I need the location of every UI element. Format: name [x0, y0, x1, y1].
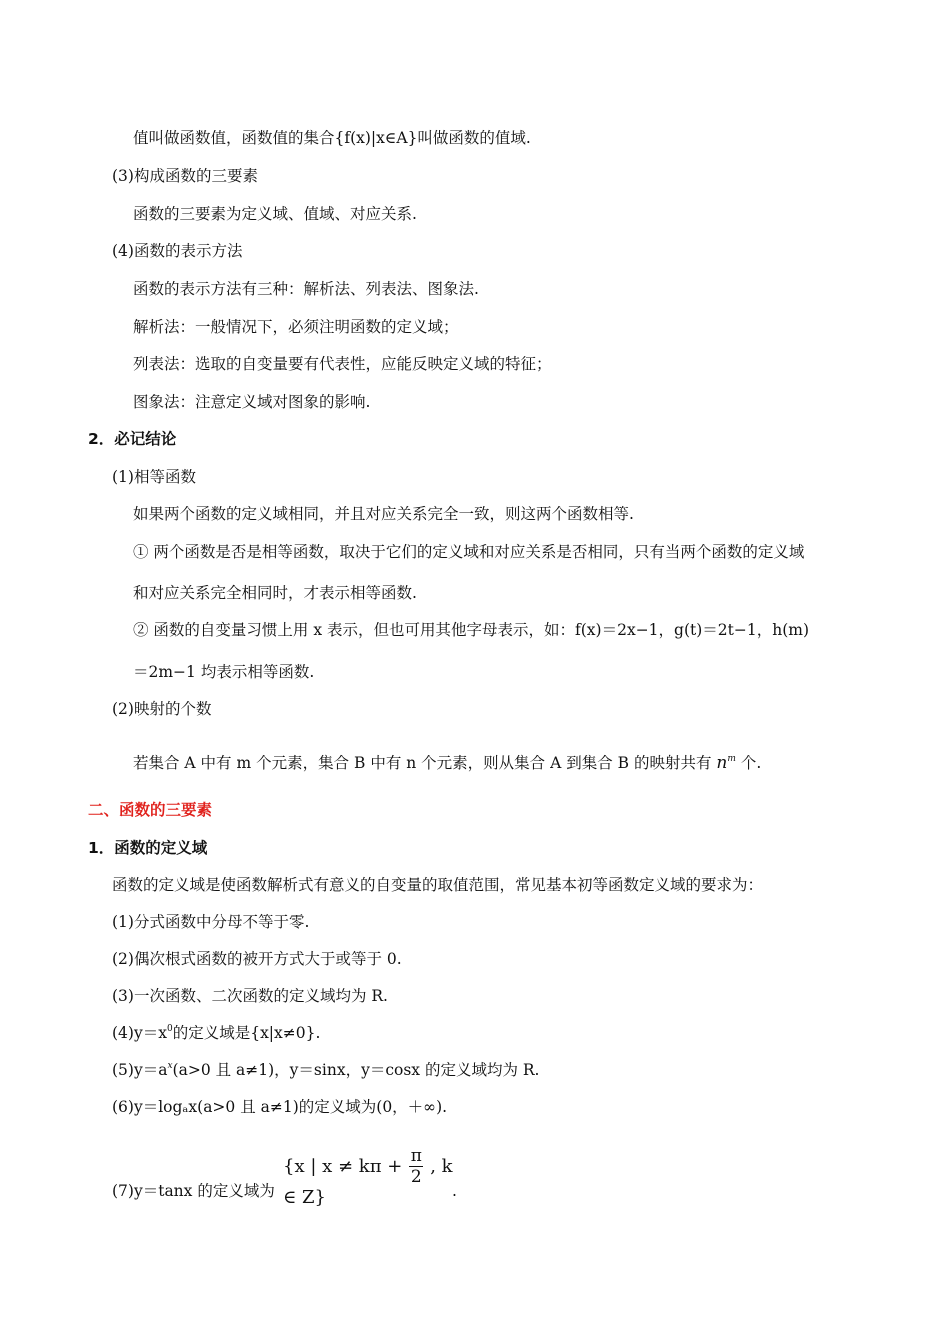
- text-line: 函数的表示方法有三种：解析法、列表法、图象法.: [133, 280, 479, 298]
- mapping-text: 若集合 A 中有 m 个元素，集合 B 中有 n 个元素，则从集合 A 到集合 B 的映射共有: [133, 754, 712, 772]
- subheading-mapping-count: (2)映射的个数: [112, 700, 212, 718]
- rule-4-exponent: 0: [166, 1024, 173, 1034]
- text-line: 和对应关系完全相同时，才表示相等函数.: [133, 584, 417, 602]
- power-exponent: m: [727, 754, 736, 764]
- rule-5-exponent: x: [167, 1061, 173, 1071]
- rule-7: (7)y＝tanx 的定义域为: [112, 1182, 275, 1200]
- rule-3: (3)一次函数、二次函数的定义域均为 R.: [112, 987, 388, 1005]
- text-line: ② 函数的自变量习惯上用 x 表示，但也可用其他字母表示，如：f(x)＝2x−1，g(t)＝2t−1，h(m): [133, 621, 810, 639]
- text-line: 函数的三要素为定义域、值域、对应关系.: [133, 205, 417, 223]
- rule-5-text-end: (a>0 且 a≠1)，y＝sinx，y＝cosx 的定义域均为 R.: [172, 1061, 540, 1079]
- rule-4: [112, 1023, 320, 1043]
- text-line: 解析法：一般情况下，必须注明函数的定义域；: [133, 318, 459, 336]
- text-line: 值叫做函数值，函数值的集合{f(x)|x∈A}叫做函数的值域.: [133, 129, 531, 147]
- rule-2: (2)偶次根式函数的被开方式大于或等于 0.: [112, 950, 402, 968]
- rule-7-period: .: [452, 1182, 457, 1200]
- rule-4-text-end: 的定义域是{x|x≠0}.: [172, 1024, 321, 1042]
- fraction-denominator: 2: [410, 1167, 422, 1187]
- fraction-pi-over-2: [409, 1146, 423, 1187]
- text-line: 列表法：选取的自变量要有代表性，应能反映定义域的特征；: [133, 355, 552, 373]
- rule-5-text: (5)y＝a: [112, 1061, 168, 1079]
- tan-domain-formula: [283, 1146, 453, 1208]
- text-line: ① 两个函数是否是相等函数，取决于它们的定义域和对应关系是否相同，只有当两个函数的定义域: [133, 543, 805, 561]
- subheading-equal-functions: (1)相等函数: [112, 468, 196, 486]
- section-title: 二、函数的三要素: [88, 801, 213, 819]
- text-line: 如果两个函数的定义域相同，并且对应关系完全一致，则这两个函数相等.: [133, 505, 634, 523]
- heading-domain: 1．函数的定义域: [88, 839, 208, 857]
- heading-conclusions: 2．必记结论: [88, 430, 177, 448]
- subheading-three-elements: (3)构成函数的三要素: [112, 167, 258, 185]
- subheading-representation: (4)函数的表示方法: [112, 242, 243, 260]
- mapping-text-end: 个.: [740, 754, 762, 772]
- fraction-numerator: π: [410, 1146, 422, 1166]
- formula-left: {x | x ≠ kπ +: [283, 1156, 403, 1177]
- text-line: 函数的定义域是使函数解析式有意义的自变量的取值范围，常见基本初等函数定义域的要求为：: [112, 876, 764, 894]
- text-line: 图象法：注意定义域对图象的影响.: [133, 393, 371, 411]
- rule-1: (1)分式函数中分母不等于零.: [112, 913, 310, 931]
- rule-4-text: (4)y＝x: [112, 1024, 167, 1042]
- text-line-mapping: [133, 753, 761, 773]
- text-line: ＝2m−1 均表示相等函数.: [133, 663, 315, 681]
- rule-5: [112, 1060, 540, 1080]
- formula-right: , k ∈ Z}: [283, 1156, 453, 1208]
- rule-6: (6)y＝logₐx(a>0 且 a≠1)的定义域为(0，＋∞).: [112, 1098, 448, 1116]
- power-base: n: [716, 753, 728, 773]
